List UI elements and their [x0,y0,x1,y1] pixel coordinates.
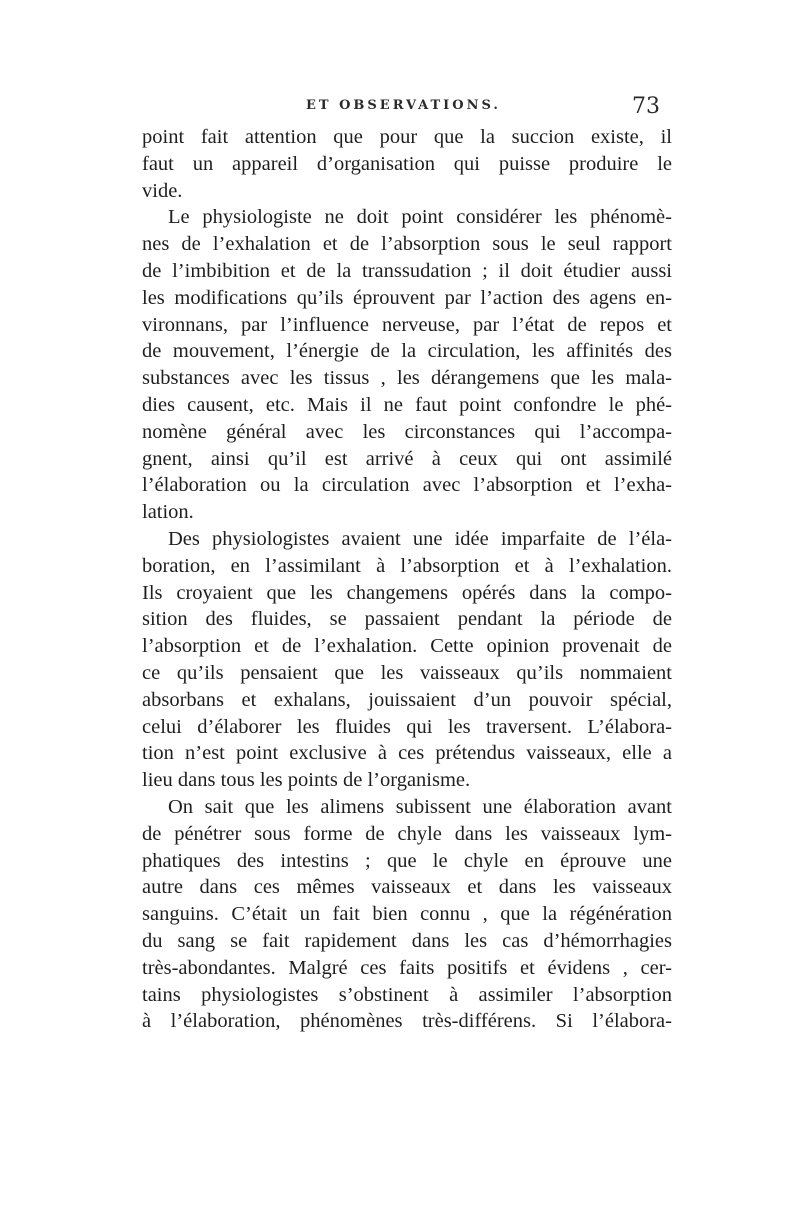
text-line: nomène général avec les circonstances qui l’accompa- [142,420,672,443]
running-head: ET OBSERVATIONS. [306,98,501,113]
text-line: vironnans, par l’influence nerveuse, par l’état de repos et [142,313,672,336]
text-line: de pénétrer sous forme de chyle dans les vaisseaux lym- [142,822,672,845]
text-line: On sait que les alimens subissent une élaboration avant [168,795,672,818]
text-line: sanguins. C’était un fait bien connu , que la régénération [142,903,672,926]
text-line: dies causent, etc. Mais il ne faut point confondre le phé- [142,393,672,416]
text-line: gnent, ainsi qu’il est arrivé à ceux qui ont assimilé [142,447,672,470]
text-line: autre dans ces mêmes vaisseaux et dans les vaisseaux [142,876,672,899]
text-line: point fait attention que pour que la succion existe, il [142,126,672,148]
text-line: celui d’élaborer les fluides qui les traversent. L’élabora- [142,715,672,738]
body-text [142,124,672,1035]
page-number: 73 [632,94,660,119]
text-line: sition des fluides, se passaient pendant la période de [142,608,672,631]
text-line: du sang se fait rapidement dans les cas d’hémorrhagies [142,929,672,952]
text-line: les modifications qu’ils éprouvent par l’action des agens en- [142,286,672,309]
text-line: l’élaboration ou la circulation avec l’absorption et l’exha- [142,474,672,497]
text-line: lieu dans tous les points de l’organisme. [142,769,471,792]
text-line: boration, en l’assimilant à l’absorption et à l’exhalation. [142,554,672,577]
text-line: l’absorption et de l’exhalation. Cette opinion provenait de [142,635,672,658]
text-line: très-abondantes. Malgré ces faits positifs et évidens , cer- [142,956,672,979]
text-line: phatiques des intestins ; que le chyle en éprouve une [142,849,672,872]
text-line: lation. [142,501,194,524]
text-line: Des physiologistes avaient une idée imparfaite de l’éla- [168,527,672,550]
text-line: tains physiologistes s’obstinent à assimiler l’absorption [142,983,672,1006]
text-line: faut un appareil d’organisation qui puisse produire le [142,152,672,175]
text-line: tion n’est point exclusive à ces prétendus vaisseaux, elle a [142,742,672,765]
text-line: de l’imbibition et de la transsudation ; il doit étudier aussi [142,259,672,282]
text-line: Le physiologiste ne doit point considérer les phénomè- [168,206,672,229]
text-line: Ils croyaient que les changemens opérés dans la compo- [142,581,672,604]
text-line: absorbans et exhalans, jouissaient d’un pouvoir spécial, [142,688,672,711]
text-line: nes de l’exhalation et de l’absorption sous le seul rapport [142,233,672,256]
text-line: à l’élaboration, phénomènes très-différens. Si l’élabora- [142,1010,672,1033]
text-line: substances avec les tissus , les dérangemens que les mala- [142,367,672,390]
text-line: ce qu’ils pensaient que les vaisseaux qu’ils nommaient [142,661,672,684]
text-line: vide. [142,179,183,202]
text-line: de mouvement, l’énergie de la circulation, les affinités des [142,340,672,363]
